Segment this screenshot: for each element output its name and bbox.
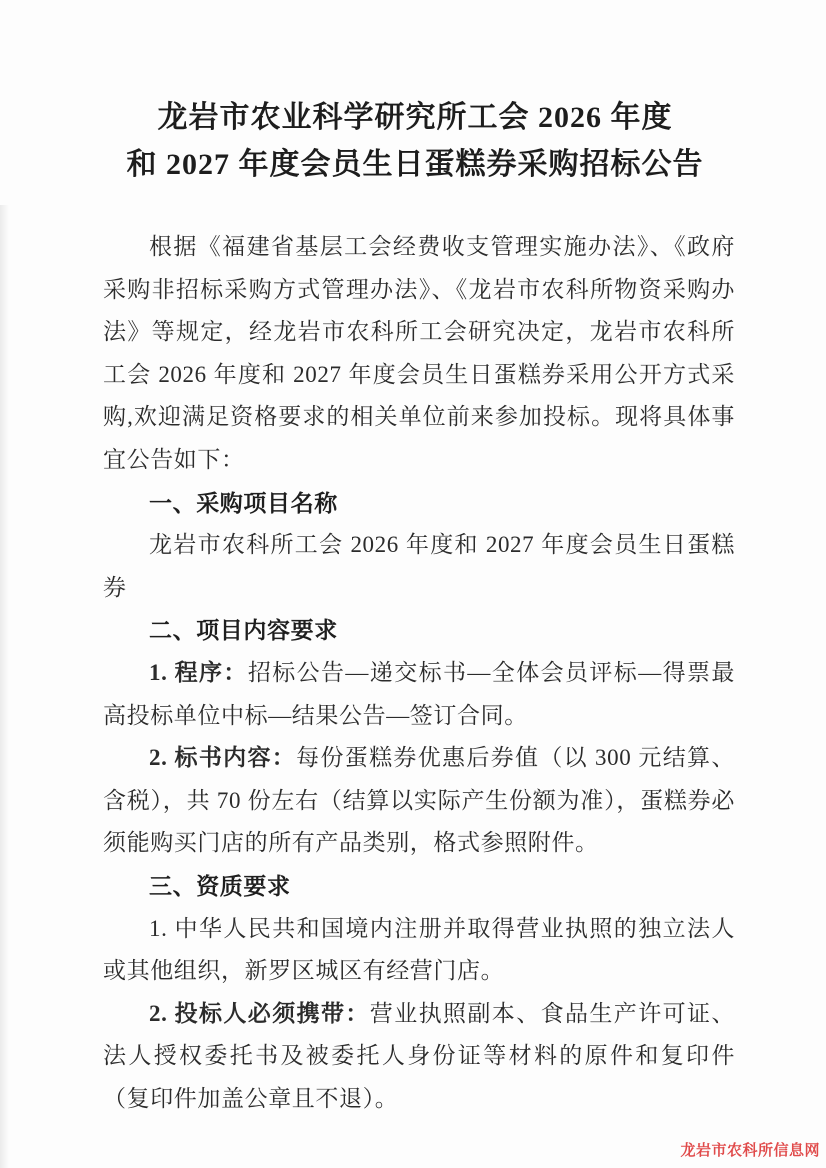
intro-text: 根据《福建省基层工会经费收支管理实施办法》、《政府采购非招标采购方式管理办法》、《龙岩市农科所物资采购办法》等规定，经龙岩市农科所工会研究决定，龙岩市农科所工会 2026 年度和 2027 年度会员生日蛋糕券采用公开方式采购,欢迎满足资格要求的相关单位前来参加投标。现将具体事宜公告如下：: [103, 234, 735, 472]
bid-content-label: 2. 标书内容：: [149, 745, 297, 771]
section-1-item-1: [103, 524, 735, 609]
title-line-2: 和 2027 年度会员生日蛋糕券采购招标公告: [126, 148, 704, 181]
site-watermark: 龙岩市农科所信息网: [680, 1142, 820, 1159]
section-3-item-2: [103, 993, 735, 1121]
qualification-1-text: 1. 中华人民共和国境内注册并取得营业执照的独立法人或其他组织，新罗区城区有经营门店。: [103, 915, 735, 984]
qualification-2-label: 2. 投标人必须携带：: [149, 1000, 370, 1026]
section-1-heading: 一、采购项目名称: [149, 489, 338, 516]
procedure-label: 1. 程序：: [149, 659, 248, 685]
intro-paragraph: [103, 226, 735, 482]
title-line-1: 龙岩市农业科学研究所工会 2026 年度: [157, 101, 673, 134]
document-body: [103, 226, 735, 1120]
scan-edge-artifact: [0, 205, 9, 1168]
qualification-2-text: 营业执照副本、食品生产许可证、法人授权委托书及被委托人身份证等材料的原件和复印件（复印件加盖公章且不退）。: [103, 1000, 735, 1111]
section-3-heading: 三、资质要求: [149, 872, 291, 899]
section-2-heading: 二、项目内容要求: [149, 617, 338, 644]
section-3-item-1: [103, 908, 735, 993]
document-title: [95, 94, 735, 188]
procedure-text: 招标公告—递交标书—全体会员评标—得票最高投标单位中标—结果公告—签订合同。: [103, 659, 736, 728]
section-2-item-1: [103, 652, 735, 737]
bid-content-text: 每份蛋糕券优惠后券值（以 300 元结算、含税），共 70 份左右（结算以实际产生份额为准），蛋糕券必须能购买门店的所有产品类别，格式参照附件。: [103, 745, 735, 856]
section-2-item-2: [103, 737, 735, 865]
project-name-text: 龙岩市农科所工会 2026 年度和 2027 年度会员生日蛋糕券: [103, 532, 735, 600]
